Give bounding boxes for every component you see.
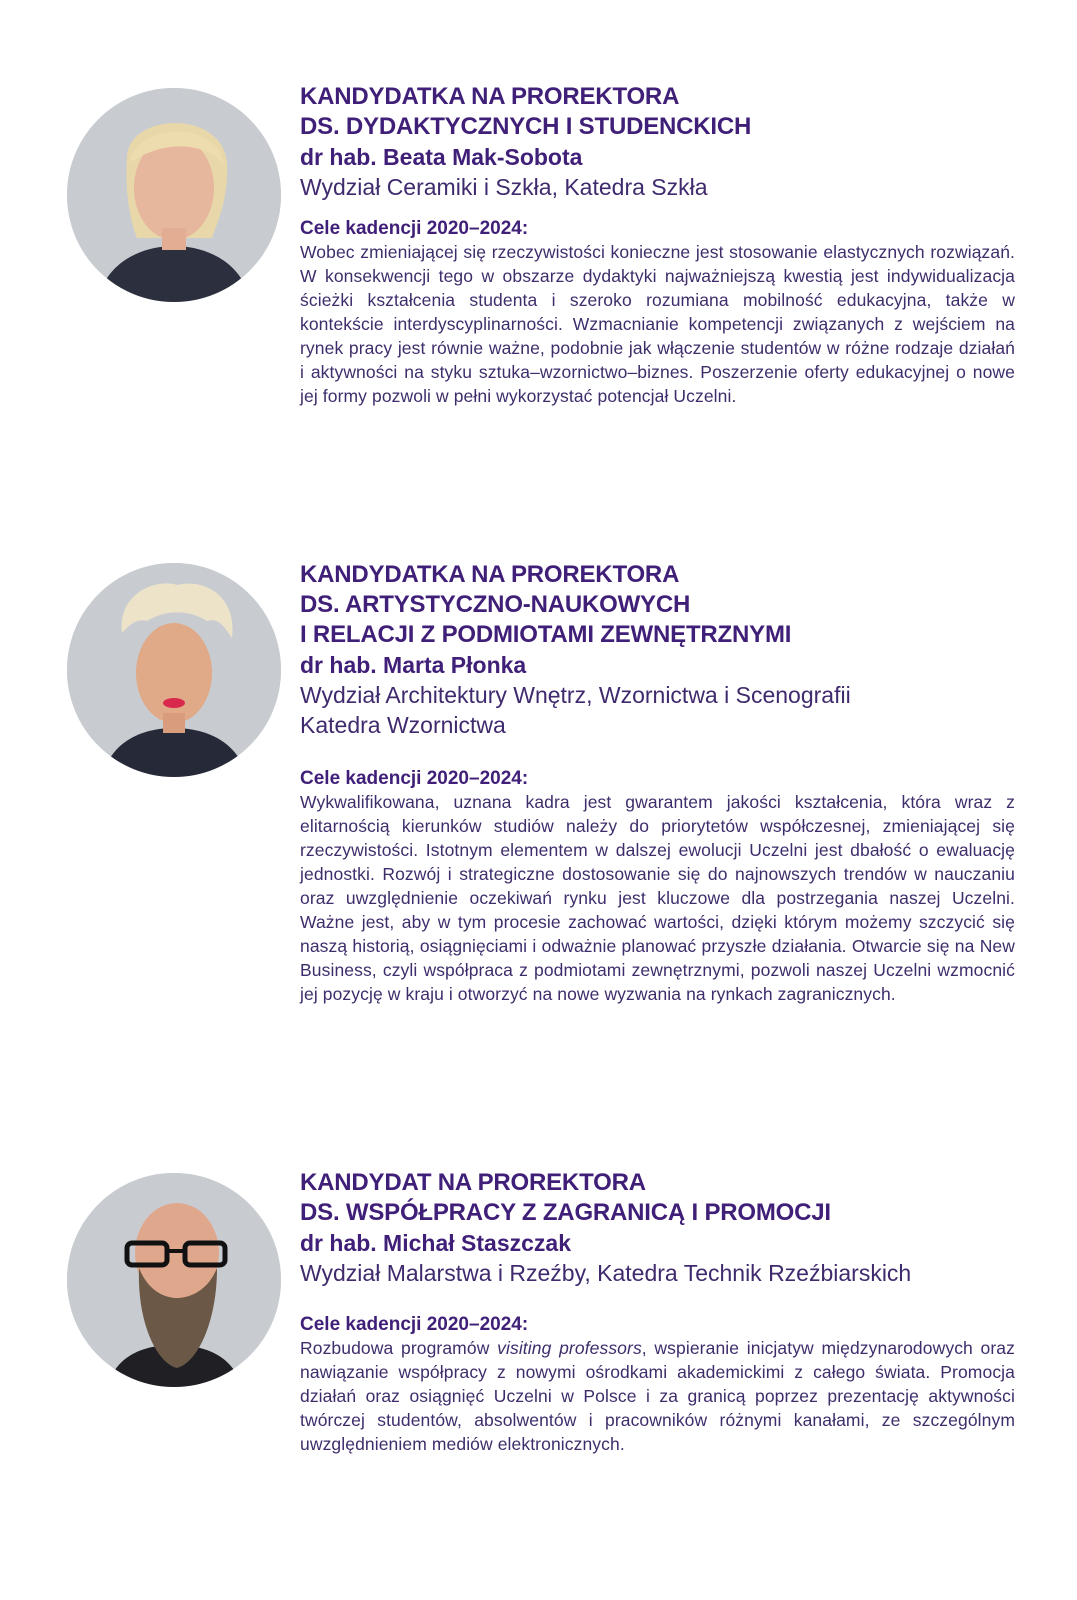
candidate-photo <box>67 88 281 302</box>
goals-text-part: Rozbudowa programów <box>300 1338 498 1358</box>
candidate-info <box>300 1168 1015 1456</box>
goals-heading: Cele kadencji 2020–2024: <box>300 1314 529 1335</box>
goals-text-part: , wspieranie inicjatyw międzynarodowych oraz nawiązanie współpracy z nowymi ośrodkami akademickimi z całego świata. Promocja działań oraz osiągnięć Uczelni w Polsce i za granicą poprzez prezentację aktywności twórczej studentów, absolwentów i pracowników różnymi kanałami, ze szczególnym uwzględnieniem mediów elektronicznych. <box>300 1338 1015 1454</box>
role-title-line: I RELACJI Z PODMIOTAMI ZEWNĘTRZNYMI <box>300 621 792 648</box>
candidate-info <box>300 82 1015 408</box>
portrait-image <box>67 563 281 777</box>
candidate-photo <box>67 563 281 777</box>
role-title-line: DS. DYDAKTYCZNYCH I STUDENCKICH <box>300 113 752 140</box>
goals-text <box>300 1336 1015 1456</box>
goals-text-italic: visiting professors <box>497 1338 642 1358</box>
role-title-line: DS. ARTYSTYCZNO-NAUKOWYCH <box>300 591 691 618</box>
candidate-department: Wydział Malarstwa i Rzeźby, Katedra Technik Rzeźbiarskich <box>300 1260 912 1286</box>
role-title-line: DS. WSPÓŁPRACY Z ZAGRANICĄ I PROMOCJI <box>300 1199 831 1226</box>
portrait-image <box>67 1173 281 1387</box>
candidate-photo <box>67 1173 281 1387</box>
role-title-line: KANDYDATKA NA PROREKTORA <box>300 561 680 588</box>
goals-heading: Cele kadencji 2020–2024: <box>300 218 529 239</box>
candidate-name: dr hab. Marta Płonka <box>300 652 527 678</box>
portrait-image <box>67 88 281 302</box>
candidate-department: Wydział Architektury Wnętrz, Wzornictwa i Scenografii <box>300 682 851 708</box>
role-title-line: KANDYDAT NA PROREKTORA <box>300 1169 646 1196</box>
role-title-line: KANDYDATKA NA PROREKTORA <box>300 83 680 110</box>
goals-heading: Cele kadencji 2020–2024: <box>300 768 529 789</box>
candidate-name: dr hab. Michał Staszczak <box>300 1230 571 1256</box>
goals-text: Wykwalifikowana, uznana kadra jest gwarantem jakości kształcenia, która wraz z elitarnością kierunków studiów należy do priorytetów współczesnej, zmieniającej się rzeczywistości. Istotnym elementem w dalszej ewolucji Uczelni jest dbałość o ewaluację jednostki. Rozwój i strategiczne dostosowanie się do najnowszych trendów w nauczaniu oraz uwzględnienie oczekiwań rynku jest kluczowe dla postrzegania naszej Uczelni. Ważne jest, aby w tym procesie zachować wartości, dzięki którym możemy szczycić się naszą historią, osiągnięciami i odważnie planować przyszłe działania. Otwarcie się na New Business, czyli współpraca z podmiotami zewnętrznymi, pozwoli naszej Uczelni wzmocnić jej pozycję w kraju i otworzyć na nowe wyzwania na rynkach zagranicznych. <box>300 792 1015 1004</box>
goals-text: Wobec zmieniającej się rzeczywistości konieczne jest stosowanie elastycznych rozwiązań. W konsekwencji tego w obszarze dydaktyki najważniejszą kwestią jest indywidualizacja ścieżki kształcenia studenta i szeroko rozumiana mobilność edukacyjna, także w kontekście interdyscyplinarności. Wzmacnianie kompetencji związanych z wejściem na rynek pracy jest równie ważne, podobnie jak włączenie studentów w różne rodzaje działań i aktywności na styku sztuka–wzornictwo–biznes. Poszerzenie oferty edukacyjnej o nowe jej formy pozwoli w pełni wykorzystać potencjał Uczelni. <box>300 242 1015 406</box>
candidate-department: Katedra Wzornictwa <box>300 712 506 738</box>
candidate-info <box>300 560 1015 1006</box>
candidate-name: dr hab. Beata Mak-Sobota <box>300 144 583 170</box>
candidate-department: Wydział Ceramiki i Szkła, Katedra Szkła <box>300 174 708 200</box>
